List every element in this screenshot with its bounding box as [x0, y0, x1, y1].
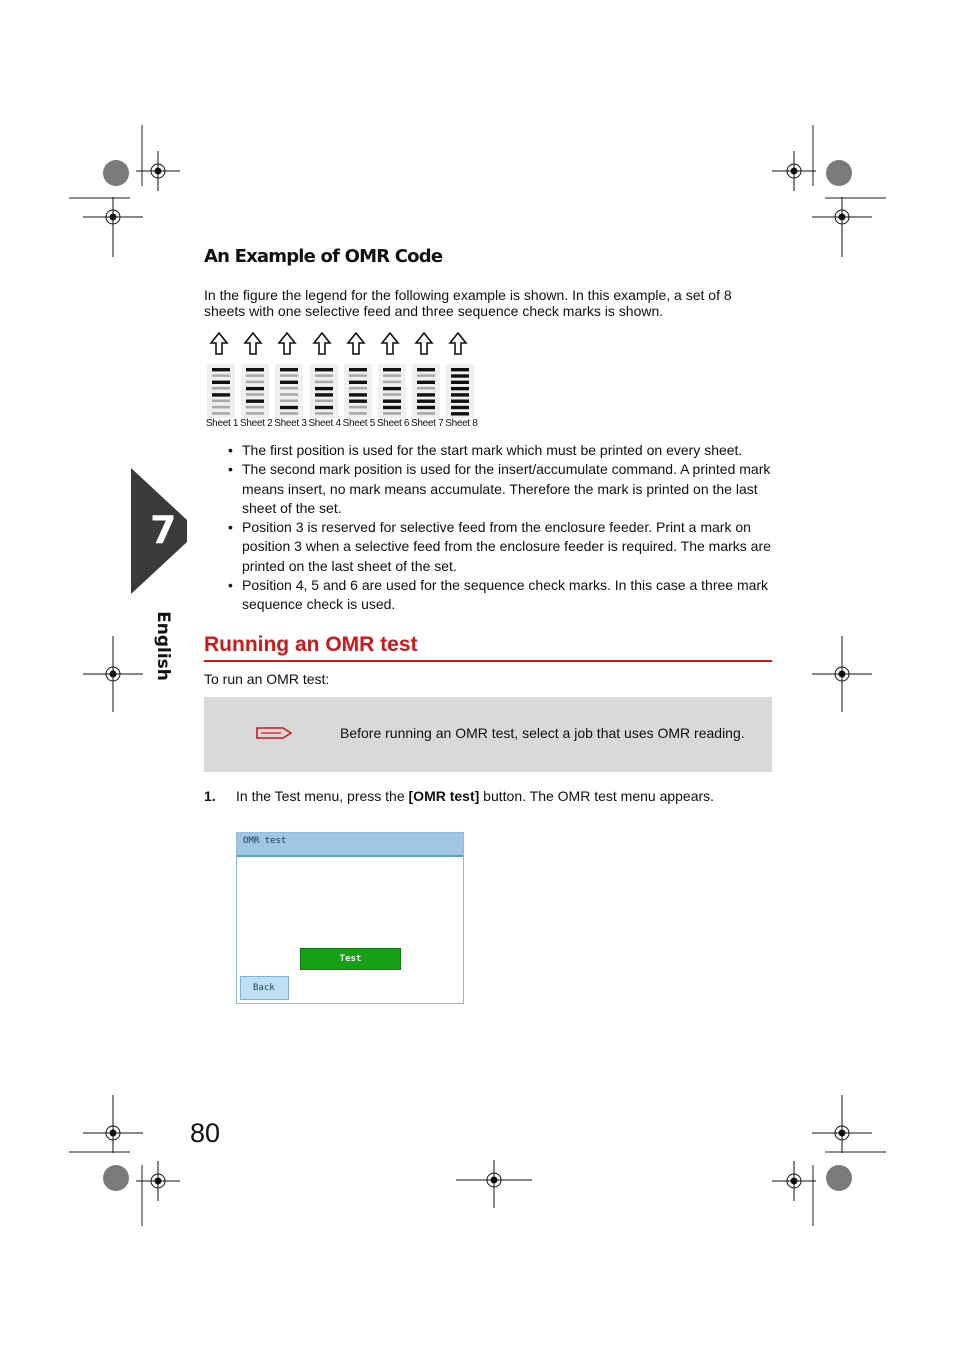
omr-mark: [451, 400, 469, 403]
omr-mark: [417, 368, 435, 371]
omr-mark: [349, 412, 367, 415]
omr-sheet: [272, 330, 306, 434]
omr-mark: [349, 374, 367, 377]
omr-sheet: [238, 330, 272, 434]
omr-mark: [383, 393, 401, 396]
omr-mark: [315, 406, 333, 409]
heading-rule: [204, 660, 772, 662]
omr-mark: [246, 387, 264, 390]
omr-mark: [246, 406, 264, 409]
feed-arrow-icon: [379, 332, 401, 356]
omr-marks: [378, 364, 406, 418]
omr-sheet: [375, 330, 409, 434]
omr-mark: [280, 387, 298, 390]
sheet-label: Sheet 4: [308, 418, 341, 429]
omr-mark: [451, 393, 469, 396]
omr-marks: [344, 364, 372, 418]
step-text-before: In the Test menu, press the: [236, 788, 409, 804]
omr-mark: [451, 368, 469, 371]
omr-mark: [451, 387, 469, 390]
omr-figure: [204, 330, 480, 434]
language-label: English: [153, 611, 173, 681]
omr-sheet: [307, 330, 341, 434]
feed-arrow-icon: [242, 332, 264, 356]
feed-arrow-icon: [208, 332, 230, 356]
omr-mark: [383, 381, 401, 384]
sheet-label: Sheet 7: [411, 418, 444, 429]
test-button[interactable]: Test: [300, 948, 401, 970]
bullet-item: • The first position is used for the start mark which must be printed on every sheet.: [228, 441, 776, 460]
omr-marks: [241, 364, 269, 418]
omr-mark: [315, 393, 333, 396]
running-intro: To run an OMR test:: [204, 671, 330, 687]
section-title: An Example of OMR Code: [204, 246, 443, 267]
omr-mark: [315, 374, 333, 377]
omr-mark: [212, 412, 230, 415]
omr-test-screen: [236, 832, 464, 1004]
omr-marks: [275, 364, 303, 418]
omr-mark: [349, 406, 367, 409]
feed-arrow-icon: [276, 332, 298, 356]
omr-mark: [417, 412, 435, 415]
omr-mark: [246, 374, 264, 377]
omr-sheet: [443, 330, 477, 434]
bullet-item: • The second mark position is used for the insert/accumulate command. A printed mark means insert, no mark means accumulate. Therefore the mark is printed on the last sheet of the set.: [228, 460, 776, 518]
omr-mark: [383, 368, 401, 371]
back-button[interactable]: Back: [240, 976, 289, 1000]
omr-mark: [451, 381, 469, 384]
chapter-number: 7: [150, 508, 177, 552]
omr-mark: [417, 387, 435, 390]
omr-mark: [280, 374, 298, 377]
pencil-note-icon: [255, 724, 293, 742]
omr-sheet: [409, 330, 443, 434]
omr-marks: [412, 364, 440, 418]
sheet-label: Sheet 8: [445, 418, 478, 429]
omr-mark: [349, 393, 367, 396]
omr-test-button-ref: [OMR test]: [408, 788, 480, 804]
step-text-after: button. The OMR test menu appears.: [479, 788, 715, 804]
omr-mark: [246, 393, 264, 396]
omr-mark: [280, 412, 298, 415]
omr-mark: [212, 387, 230, 390]
omr-mark: [315, 387, 333, 390]
omr-mark: [417, 406, 435, 409]
omr-mark: [212, 400, 230, 403]
omr-mark: [451, 406, 469, 409]
omr-mark: [315, 412, 333, 415]
sheet-label: Sheet 2: [240, 418, 273, 429]
omr-marks: [207, 364, 235, 418]
feed-arrow-icon: [447, 332, 469, 356]
omr-mark: [383, 406, 401, 409]
omr-mark: [383, 400, 401, 403]
omr-mark: [383, 387, 401, 390]
omr-marks: [310, 364, 338, 418]
step-text: [236, 788, 714, 804]
sheet-label: Sheet 1: [205, 418, 239, 429]
intro-paragraph: In the figure the legend for the following example is shown. In this example, a set of 8 sheets with one selective feed and three sequence check marks is shown.: [204, 287, 732, 319]
omr-sheet: [204, 330, 238, 434]
sheet-label: Sheet 6: [376, 418, 410, 429]
omr-mark: [212, 381, 230, 384]
step-number: 1.: [204, 788, 216, 804]
omr-mark: [246, 368, 264, 371]
feed-arrow-icon: [311, 332, 333, 356]
omr-mark: [417, 400, 435, 403]
omr-mark: [383, 412, 401, 415]
omr-mark: [212, 393, 230, 396]
sheet-label: Sheet 5: [342, 418, 375, 429]
bullet-list: [228, 441, 776, 615]
running-omr-test-heading: Running an OMR test: [204, 633, 418, 656]
omr-mark: [451, 374, 469, 377]
omr-mark: [280, 400, 298, 403]
omr-mark: [349, 387, 367, 390]
omr-marks: [446, 364, 474, 418]
omr-mark: [212, 368, 230, 371]
omr-mark: [280, 368, 298, 371]
note-text: Before running an OMR test, select a job that uses OMR reading.: [340, 725, 745, 741]
omr-sheet: [341, 330, 375, 434]
omr-mark: [349, 381, 367, 384]
omr-mark: [349, 400, 367, 403]
omr-mark: [212, 406, 230, 409]
omr-mark: [280, 381, 298, 384]
sheet-label: Sheet 3: [274, 418, 307, 429]
omr-mark: [417, 374, 435, 377]
feed-arrow-icon: [413, 332, 435, 356]
page-number: 80: [190, 1118, 221, 1148]
omr-mark: [280, 393, 298, 396]
omr-mark: [246, 412, 264, 415]
omr-mark: [212, 374, 230, 377]
omr-mark: [315, 381, 333, 384]
omr-mark: [383, 374, 401, 377]
omr-mark: [349, 368, 367, 371]
omr-mark: [315, 368, 333, 371]
screen-title-bar: [237, 833, 463, 857]
bullet-item: • Position 4, 5 and 6 are used for the sequence check marks. In this case a three mark sequence check is used.: [228, 576, 776, 615]
bullet-item: • Position 3 is reserved for selective feed from the enclosure feeder. Print a mark on position 3 when a selective feed from the enclosure feeder is required. The marks are printed on the last sheet of the set.: [228, 518, 776, 576]
omr-mark: [315, 400, 333, 403]
feed-arrow-icon: [345, 332, 367, 356]
omr-mark: [246, 381, 264, 384]
screen-title: OMR test: [243, 836, 287, 846]
omr-mark: [280, 406, 298, 409]
omr-mark: [417, 381, 435, 384]
omr-mark: [246, 400, 264, 403]
omr-mark: [417, 393, 435, 396]
omr-mark: [451, 412, 469, 415]
